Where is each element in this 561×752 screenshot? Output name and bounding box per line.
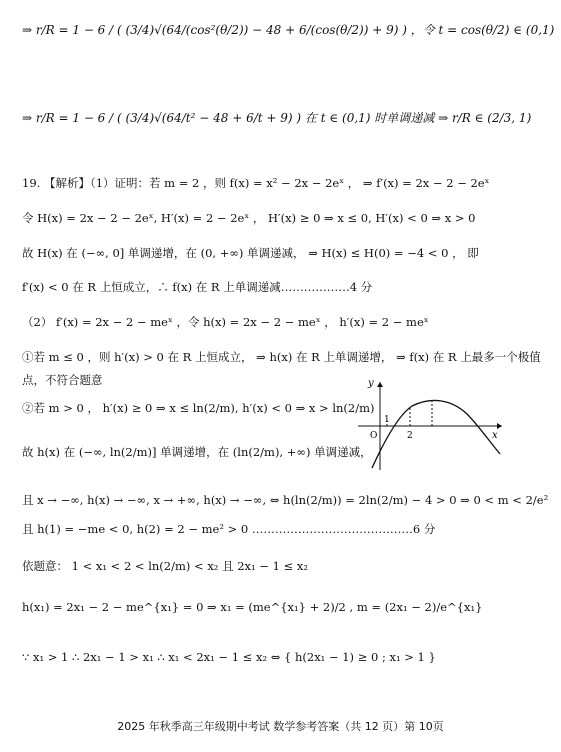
line-13-text: 且 h(1) = −me < 0, h(2) = 2 − me² > 0 ……………………………………6 分 — [22, 522, 436, 536]
line-11-text: 故 h(x) 在 (−∞, ln(2/m)] 单调递增，在 (ln(2/m), +∞) 单调递减， — [22, 445, 372, 459]
page-footer: 2025 年秋季高三年级期中考试 数学参考答案（共 12 页）第 10页 — [117, 720, 444, 733]
inequality-system-line — [22, 649, 436, 665]
line-2-text: ⇒ r/R = 1 − 6 / ( (3/4)√(64/t² − 48 + 6/t + 9) ) 在 t ∈ (0,1) 时单调递减 ⇒ r/R ∈ (2/3, 1) — [22, 111, 532, 125]
tick-2-label: 2 — [407, 431, 413, 441]
x1-expression-line — [22, 599, 482, 615]
values-line — [22, 521, 435, 537]
line-4-text: 令 H(x) = 2x − 2 − 2eˣ, H′(x) = 2 − 2eˣ ， H′(x) ≥ 0 ⇒ x ≤ 0, H′(x) < 0 ⇒ x > 0 — [22, 211, 476, 225]
line-14-text: 依题意： 1 < x₁ < 2 < ln(2/m) < x₂ 且 2x₁ − 1 ≤ x₂ — [22, 559, 308, 573]
line-10-text: ②若 m > 0 ， h′(x) ≥ 0 ⇒ x ≤ ln(2/m), h′(x) < 0 ⇒ x > ln(2/m) — [22, 401, 375, 415]
line-16-text: ∵ x₁ > 1 ∴ 2x₁ − 1 > x₁ ∴ x₁ < 2x₁ − 1 ≤ x₂ ⇔ { h(2x₁ − 1) ≥ 0 ; x₁ > 1 } — [22, 650, 436, 664]
equation-line-2 — [22, 110, 531, 126]
line-12-text: 且 x → −∞, h(x) → −∞, x → +∞, h(x) → −∞, ⇔ h(ln(2/m)) = 2ln(2/m) − 4 > 0 ⇒ 0 < m < 2/e² — [22, 493, 549, 507]
line-8-text: ①若 m ≤ 0 ，则 h′(x) > 0 在 R 上恒成立， ⇒ h(x) 在 R 上单调递增， ⇒ f(x) 在 R 上最多一个极值 — [22, 350, 541, 364]
part-2-line — [22, 314, 429, 330]
limit-line — [22, 492, 548, 508]
x-axis-arrow-icon — [497, 423, 502, 429]
line-15-text: h(x₁) = 2x₁ − 2 − me^{x₁} = 0 ⇒ x₁ = (me^{x₁} + 2)/2 , m = (2x₁ − 2)/e^{x₁} — [22, 600, 483, 614]
line-5-text: 故 H(x) 在 (−∞, 0] 单调递增，在 (0, +∞) 单调递减， ⇒ H(x) ≤ H(0) = −4 < 0 ， 即 — [22, 246, 479, 260]
line-1-text: ⇒ r/R = 1 − 6 / ( (3/4)√(64/(cos²(θ/2)) − 48 + 6/(cos(θ/2)) + 9) ) ，令 t = cos(θ/2) ∈ (0,1) — [22, 23, 555, 37]
monotonic-line — [22, 444, 372, 460]
function-sketch-graph — [352, 376, 508, 472]
origin-label: O — [370, 431, 378, 441]
line-9-text: 点，不符合题意 — [22, 373, 103, 387]
curve-h — [372, 400, 500, 468]
equation-line-1 — [22, 22, 554, 38]
case-1-conclusion — [22, 372, 103, 388]
condition-line — [22, 558, 308, 574]
derivation-line-5 — [22, 245, 479, 261]
y-label: y — [368, 378, 374, 389]
tick-1-label: 1 — [384, 415, 390, 425]
line-6-text: f′(x) < 0 在 R 上恒成立，∴ f(x) 在 R 上单调递减………………4 分 — [22, 280, 373, 294]
line-7-text: （2） f′(x) = 2x − 2 − meˣ ，令 h(x) = 2x − 2 − meˣ ， h′(x) = 2 − meˣ — [22, 315, 429, 329]
derivation-line-4 — [22, 210, 475, 226]
derivation-line-6 — [22, 279, 372, 295]
y-axis-arrow-icon — [377, 382, 383, 387]
case-1-line — [22, 349, 541, 365]
case-2-line — [22, 400, 375, 416]
line-3-text: 19. 【解析】（1）证明：若 m = 2 ，则 f(x) = x² − 2x − 2eˣ ， ⇒ f′(x) = 2x − 2 − 2eˣ — [22, 176, 490, 190]
x-label: x — [492, 430, 498, 441]
solution-19-heading — [22, 175, 489, 191]
